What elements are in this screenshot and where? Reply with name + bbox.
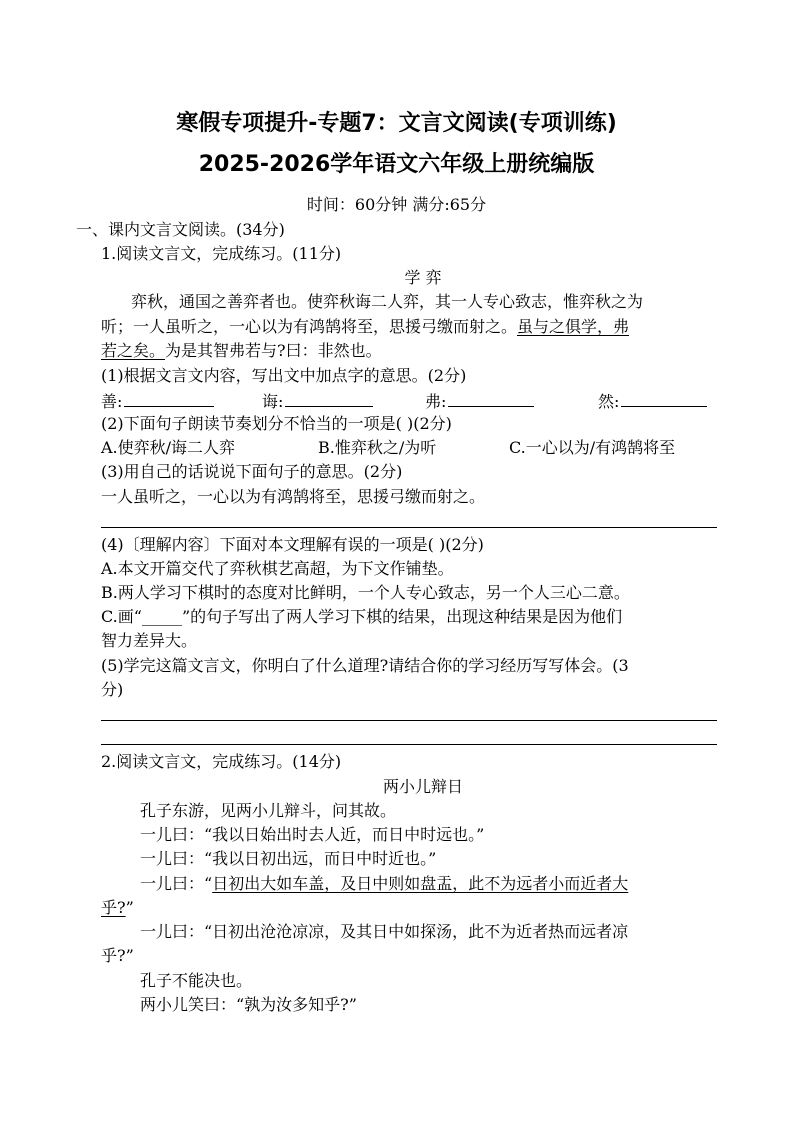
option-b: B.惟弈秋之/为听 [318,438,437,457]
word-label: 弗: [425,392,447,411]
section-heading: 一、课内文言文阅读。(34分) [76,220,285,239]
passage-line: 一儿曰：“我以日始出时去人近，而日中时远也。” [140,825,485,844]
document-subtitle: 2025-2026学年语文六年级上册统编版 [198,152,595,177]
sub-question-4: (4)〔理解内容〕下面对本文理解有误的一项是( )(2分) [101,535,484,554]
passage-text: ” [125,898,134,917]
passage-line: 孔子不能决也。 [140,971,253,990]
passage-text: 为是其智弗若与?曰：非然也。 [165,341,382,360]
passage-line [101,341,382,361]
underlined-sentence: 若之矣。 [101,341,166,360]
document-title: 寒假专项提升-专题7：文言文阅读(专项训练) [176,111,617,136]
answer-line[interactable] [101,720,717,721]
answer-line[interactable] [101,744,717,745]
option-c: C.一心以为/有鸿鹄将至 [509,438,676,457]
passage-text: 一儿曰：“ [140,874,213,893]
underlined-sentence: 日初出大如车盖，及日中则如盘盂，此不为远者小而近者大 [212,874,629,893]
exam-meta: 时间：60分钟 满分:65分 [306,195,487,214]
sub-question-5-continued: 分) [101,680,124,699]
option-c: C.画“_____”的句子写出了两人学习下棋的结果，出现这种结果是因为他们 [101,607,623,626]
answer-row [598,390,707,412]
answer-row [425,390,534,412]
answer-row [262,390,373,412]
word-label: 诲: [262,392,284,411]
passage-line: 两小儿笑曰：“孰为汝多知乎?” [140,995,357,1014]
underlined-sentence: 乎? [101,898,126,917]
answer-line[interactable] [101,527,717,528]
word-label: 善: [101,392,123,411]
passage-title: 学 弈 [404,268,442,287]
answer-row [101,390,214,412]
passage-line: 乎?” [101,946,134,965]
option-c-continued: 智力差异大。 [101,631,198,650]
passage-line: 弈秋，通国之善弈者也。使弈秋诲二人弈，其一人专心致志，惟弈秋之为 [131,292,644,311]
passage-line: 一儿曰：“我以日初出远，而日中时近也。” [140,849,437,868]
option-a: A.本文开篇交代了弈秋棋艺高超，为下文作铺垫。 [101,559,454,578]
option-a: A.使弈秋/诲二人弈 [101,438,236,457]
answer-blank[interactable] [448,390,534,407]
quoted-sentence: 一人虽听之，一心以为有鸿鹄将至，思援弓缴而射之。 [101,487,486,506]
answer-blank[interactable] [285,390,373,407]
passage-line: 一儿曰：“日初出沧沧凉凉，及其日中如探汤，此不为近者热而远者凉 [140,922,629,941]
sub-question-3: (3)用自己的话说说下面句子的意思。(2分) [101,462,403,481]
passage-line: 孔子东游，见两小儿辩斗，问其故。 [140,801,397,820]
answer-blank[interactable] [621,390,707,407]
sub-question-5: (5)学完这篇文言文，你明白了什么道理?请结合你的学习经历写写体会。(3 [101,656,629,675]
question-2-intro: 2.阅读文言文，完成练习。(14分) [101,752,342,771]
passage-text: 听；一人虽听之，一心以为有鸿鹄将至，思援弓缴而射之。 [101,317,518,336]
passage-title: 两小儿辩日 [382,777,463,796]
passage-line [101,317,629,337]
passage-line [101,898,134,918]
passage-line [140,874,628,894]
question-1-intro: 1.阅读文言文，完成练习。(11分) [101,244,342,263]
sub-question-1: (1)根据文言文内容，写出文中加点字的意思。(2分) [101,366,467,385]
sub-question-2: (2)下面句子朗读节奏划分不恰当的一项是( )(2分) [101,414,452,433]
word-label: 然: [598,392,620,411]
underlined-sentence: 虽与之俱学，弗 [517,317,630,336]
option-b: B.两人学习下棋时的态度对比鲜明，一个人专心致志，另一个人三心二意。 [101,583,630,602]
answer-blank[interactable] [124,390,214,407]
